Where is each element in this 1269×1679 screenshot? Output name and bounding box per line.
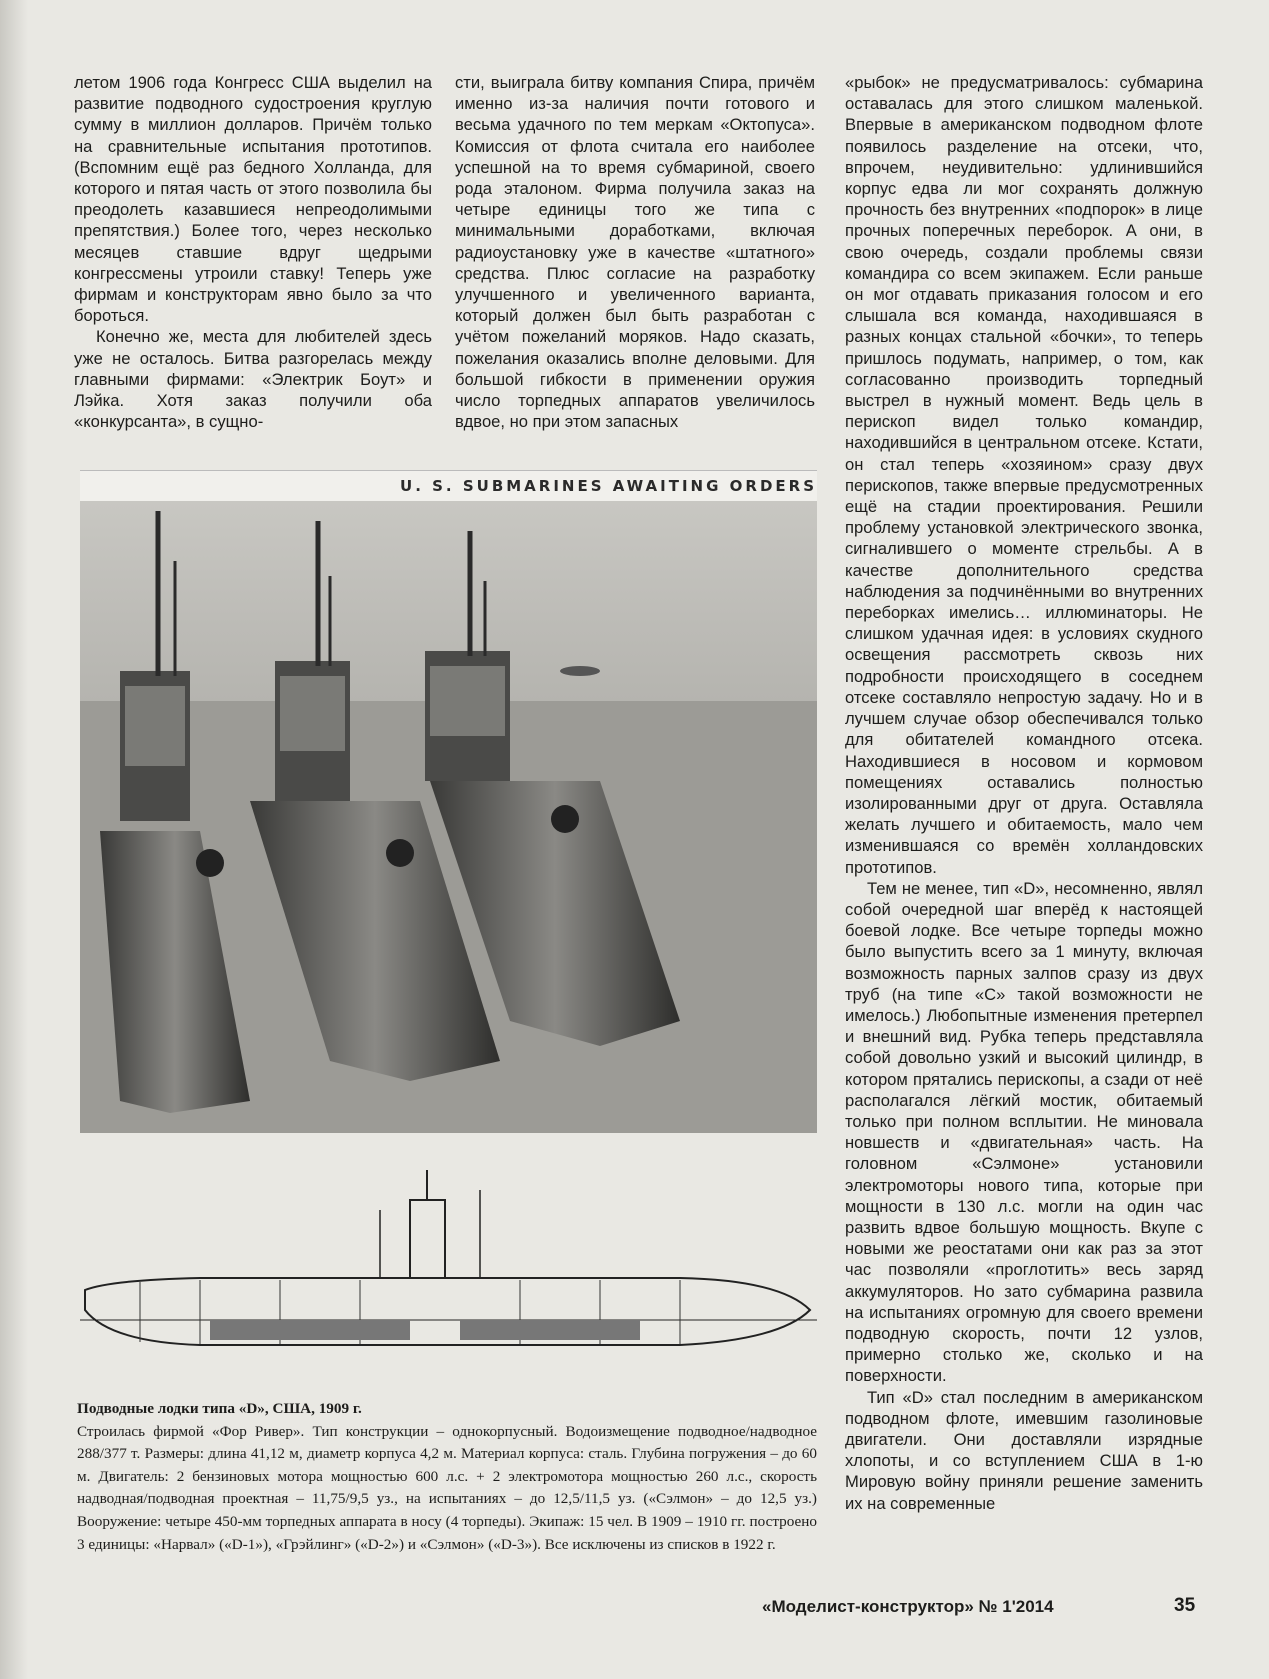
- text-column-3: [845, 72, 1203, 1514]
- text-column-1: [74, 72, 432, 432]
- paragraph: Тем не менее, тип «D», несомненно, являл собой очередной шаг вперёд к настоящей боевой лодке. Все четыре торпеды можно было выпустить всего за 1 минуту, включая возможность парных залпов сразу из двух труб (на типе «С» такой возможности не имелось.) Любопытные изменения претерпел и внешний вид. Рубка теперь представляла собой довольно узкий и высокий цилиндр, в котором прятались перископы, а сзади от неё располагался лёгкий мостик, обитаемый только при полном всплытии. Не миновала новшеств и «двигательная» часть. На головном «Сэлмоне» установили электромоторы нового типа, которые при мощности в 130 л.с. могли на один час развить вдвое большую мощность. Вкупе с новыми же реостатами они как раз за этот час позволяли «проглотить» весь заряд аккумуляторов. Но зато субмарина развила на испытаниях огромную для своего времени подводную скорость, почти 12 узлов, примерно столько же, сколько и на поверхности.: [845, 878, 1203, 1386]
- paragraph: летом 1906 года Конгресс США выделил на развитие подводного судостроения круглую сумму в миллион долларов. Причём только на сравнительные испытания прототипов. (Вспомним ещё раз бедного Холланда, для которого и пятая часть от этого позволила бы преодолеть казавшиеся непреодолимыми препятствия.) Более того, через несколько месяцев ставшие вдруг щедрыми конгрессмены утроили ставку! Теперь уже фирмам и конструкторам явно было за что бороться.: [74, 73, 432, 326]
- page-number: 35: [1174, 1595, 1196, 1616]
- paragraph: Тип «D» стал последним в американском подводном флоте, имевшим газолиновые двигатели. Они доставляли изрядные хлопоты, и со вступлением США в 1-ю Мировую войну приняли решение заменить их на современные: [845, 1387, 1203, 1513]
- caption-title: Подводные лодки типа «D», США, 1909 г.: [77, 1400, 362, 1417]
- page-gutter-shadow: [0, 0, 28, 1679]
- photo-title: U. S. SUBMARINES AWAITING ORDERS: [400, 477, 817, 495]
- submarines-photo-image: [80, 501, 817, 1133]
- figure-caption: [77, 1398, 817, 1556]
- paragraph: Конечно же, места для любителей здесь уже не осталось. Битва разгорелась между главными фирмами: «Электрик Боут» и Лэйка. Хотя заказ получили оба «конкурсанта», в сущно-: [74, 327, 432, 432]
- caption-text: Строилась фирмой «Фор Ривер». Тип конструкции – однокорпусный. Водоизмещение подводное/надводное 288/377 т. Размеры: длина 41,12 м, диаметр корпуса 4,2 м. Материал корпуса: сталь. Глубина погружения – до 60 м. Двигатель: 2 бензиновых мотора мощностью 600 л.с. + 2 электромотора мощностью 260 л.с., скорость надводная/подводная проектная – 11,75/9,5 уз., на испытаниях – до 12,5/11,5 уз. («Сэлмон» – до 12,5 уз.) Вооружение: четыре 450-мм торпедных аппарата в носу (4 торпеды). Экипаж: 15 чел. В 1909 – 1910 гг. построено 3 единицы: «Нарвал» («D-1»), «Грэйлинг» («D-2») и «Сэлмон» («D-3»). Все исключены из списков в 1922 г.: [77, 1422, 817, 1553]
- text-column-2: [455, 72, 815, 432]
- submarine-profile-drawing: [80, 1170, 817, 1385]
- paragraph: «рыбок» не предусматривалось: субмарина оставалась для этого слишком маленькой. Впервые в американском подводном флоте появилось разделение на отсеки, что, впрочем, неудивительно: удлинившийся корпус едва ли мог сохранять должную прочность без внутренних «подпорок» в лице прочных поперечных переборок. А они, в свою очередь, создали проблемы связи командира со всем экипажем. Если раньше он мог отдавать приказания голосом и его слышала вся команда, находившаяся в разных концах стальной «бочки», то теперь пришлось подумать, например, о том, как согласованно производить торпедный выстрел в нужный момент. Ведь цель в перископ видел только командир, находившийся в центральном отсеке. Кстати, он стал теперь «хозяином» сразу двух перископов, также впервые предусмотренных ещё на стадии проектирования. Решили проблему установкой электрического звонка, сигналившего о моменте стрельбы. А в качестве дополнительного средства наблюдения за подчинёнными во внутренних переборках имелись… иллюминаторы. Не слишком удачная идея: в условиях скудного освещения рассмотреть сквозь них подробности происходящего в соседнем отсеке составляло непростую задачу. Но и в лучшем случае обзор обеспечивался только для обитателей командного отсека. Находившиеся в носовом и кормовом помещениях оставались полностью изолированными друг от друга. Оставляла желать лучшего и обитаемость, мало чем изменившаяся со времён холландовских прототипов.: [845, 73, 1203, 877]
- paragraph: сти, выиграла битву компания Спира, причём именно из-за наличия почти готового и весьма удачного по тем меркам «Октопуса». Комиссия от флота считала его наиболее успешной на то время субмариной, своего рода эталоном. Фирма получила заказ на четыре единицы того же типа с минимальными доработками, включая радиоустановку уже в качестве «штатного» средства. Плюс согласие на разработку улучшенного и увеличенного варианта, который должен был быть разработан с учётом пожеланий моряков. Надо сказать, пожелания оказались вполне деловыми. Для большой гибкости в применении оружия число торпедных аппаратов увеличилось вдвое, но при этом запасных: [455, 73, 815, 432]
- magazine-footer: «Моделист-конструктор» № 1'2014: [762, 1597, 1054, 1616]
- submarines-photo: [80, 470, 817, 1133]
